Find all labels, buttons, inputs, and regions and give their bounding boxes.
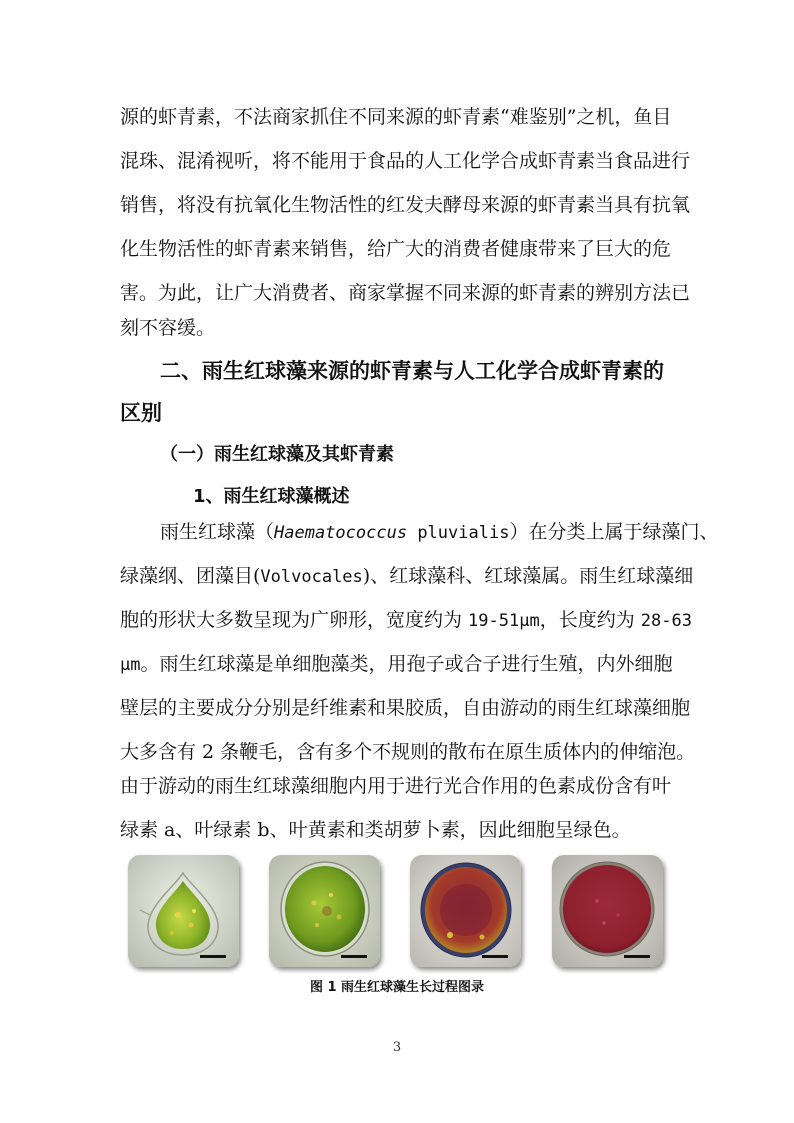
figure-micrographs	[128, 855, 663, 967]
paragraph1-line6: 刻不容缓。	[120, 317, 216, 339]
paragraph1-line2: 混珠、混淆视听，将不能用于食品的人工化学合成虾青素当食品进行	[120, 150, 691, 172]
paragraph2-line2	[120, 562, 693, 591]
text-span: 。雨生红球藻是单细胞藻类，用孢子或合子进行生殖，内外细胞	[140, 653, 673, 675]
paragraph2-line8: 绿素 a、叶绿素 b、叶黄素和类胡萝卜素，因此细胞呈绿色。	[120, 819, 631, 841]
micrograph-transition	[410, 855, 521, 967]
paragraph2-line6: 大多含有 2 条鞭毛，含有多个不规则的散布在原生质体内的伸缩泡。	[120, 741, 696, 763]
text-span: ，长度约为	[539, 609, 641, 631]
micrograph-red-aplanospore	[552, 855, 663, 967]
width-value: 19-51μm	[468, 611, 540, 631]
species-name: pluvialis	[407, 523, 510, 543]
text-span: )、红球藻科、红球藻属。雨生红球藻细	[362, 565, 694, 587]
text-span: 胞的形状大多数呈现为广卵形，宽度约为	[120, 609, 469, 631]
genus-name: Haematococcus	[274, 523, 408, 543]
section-heading-line2: 区别	[120, 401, 162, 425]
subsection-heading: （一）雨生红球藻及其虾青素	[160, 444, 394, 465]
text-span: 雨生红球藻（	[160, 521, 275, 543]
text-span: 绿藻纲、团藻目(	[120, 565, 261, 587]
text-span: ）在分类上属于绿藻门、	[509, 521, 719, 543]
paragraph2-line7: 由于游动的雨生红球藻细胞内用于进行光合作用的色素成份含有叶	[120, 775, 672, 797]
order-name: Volvocales	[260, 567, 363, 587]
figure-caption: 图 1 雨生红球藻生长过程图录	[309, 980, 485, 995]
paragraph2-line1	[160, 518, 718, 547]
length-value: 28-63	[640, 611, 692, 631]
paragraph2-line3	[120, 606, 692, 635]
subsubsection-heading: 1、雨生红球藻概述	[193, 486, 350, 507]
paragraph1-line4: 化生物活性的虾青素来销售，给广大的消费者健康带来了巨大的危	[120, 238, 672, 260]
paragraph1-line3: 销售，将没有抗氧化生物活性的红发夫酵母来源的虾青素当具有抗氧	[120, 194, 691, 216]
paragraph2-line5: 壁层的主要成分分别是纤维素和果胶质，自由游动的雨生红球藻细胞	[120, 697, 691, 719]
paragraph2-line4	[120, 650, 673, 679]
paragraph1-line5: 害。为此，让广大消费者、商家掌握不同来源的虾青素的辨别方法已	[120, 282, 691, 304]
micrograph-green-palmella	[269, 855, 380, 967]
section-heading-line1: 二、雨生红球藻来源的虾青素与人工化学合成虾青素的	[160, 359, 664, 383]
page-number: 3	[392, 1040, 402, 1055]
micrograph-green-flagellate	[128, 855, 239, 967]
unit-text: μm	[120, 655, 141, 675]
paragraph1-line1: 源的虾青素，不法商家抓住不同来源的虾青素“难鉴别”之机，鱼目	[120, 106, 672, 128]
